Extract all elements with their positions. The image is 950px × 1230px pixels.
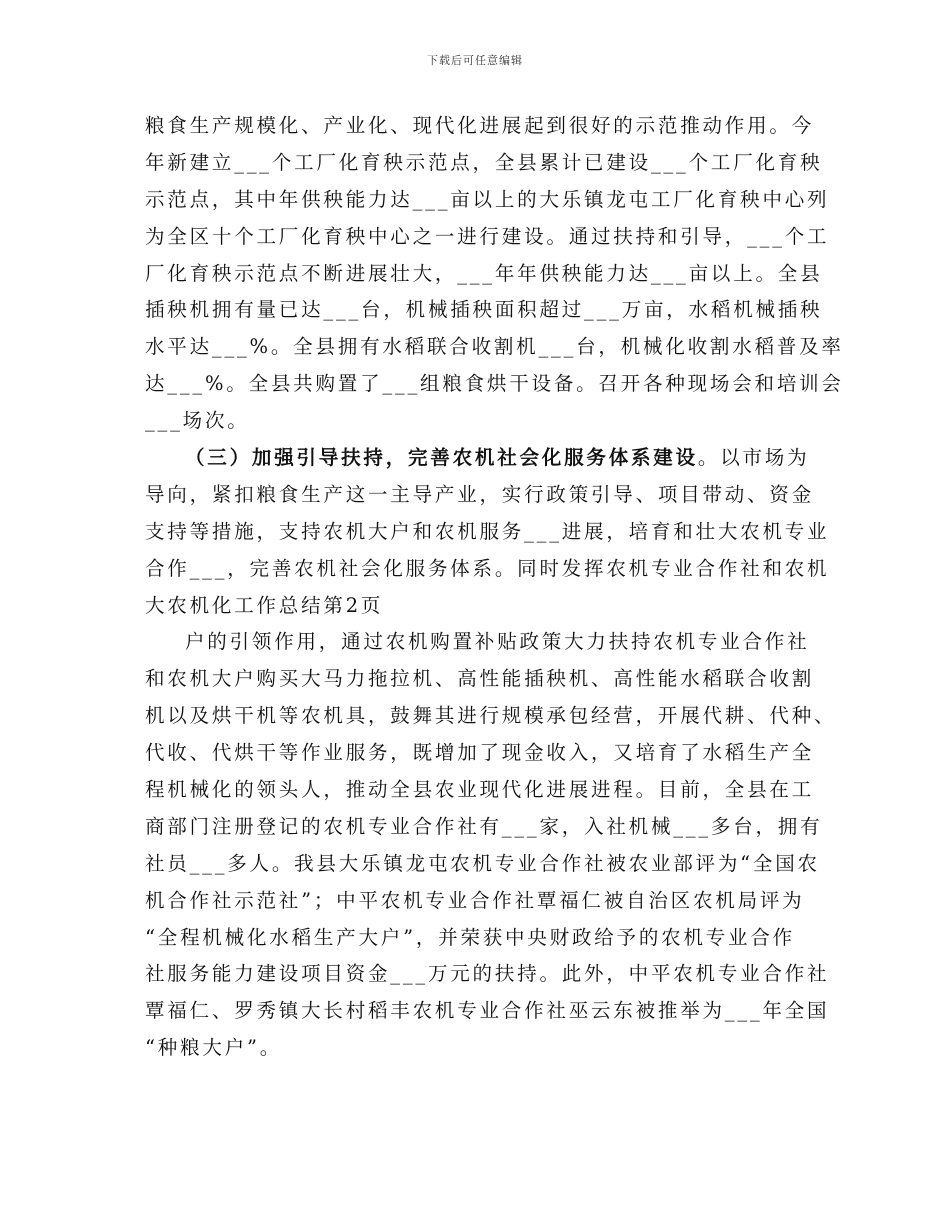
paragraph-line: “种粮大户”。 xyxy=(145,1036,283,1060)
paragraph-line: 导向，紧扣粮食生产这一主导产业，实行政策引导、项目带动、资金 xyxy=(145,482,815,506)
paragraph-line: 支持等措施，支持农机大户和农机服务___进展，培育和壮大农机专业 xyxy=(145,519,830,543)
paragraph-line: 插秧机拥有量已达___台，机械插秧面积超过___万亩，水稻机械插秧 xyxy=(145,298,823,322)
paragraph-line: 代收、代烘干等作业服务，既增加了现金收入，又培育了水稻生产全 xyxy=(145,741,815,765)
paragraph-line: 社员___多人。我县大乐镇龙屯农机专业合作社被农业部评为“全国农 xyxy=(145,851,820,875)
paragraph-line: 厂化育秧示范点不断进展壮大，___年年供秧能力达___亩以上。全县 xyxy=(145,261,823,285)
paragraph-line: 为全区十个工厂化育秧中心之一进行建设。通过扶持和引导，___个工 xyxy=(145,224,830,248)
page-header: 下载后可任意编辑 xyxy=(427,54,523,67)
paragraph-line: 示范点，其中年供秧能力达___亩以上的大乐镇龙屯工厂化育秧中心列 xyxy=(145,187,830,211)
paragraph-line: 水平达___%。全县拥有水稻联合收割机___台，机械化收割水稻普及率 xyxy=(145,335,844,359)
paragraph-line: 商部门注册登记的农机专业合作社有___家，入社机械___多台，拥有 xyxy=(145,814,823,838)
paragraph-line: 覃福仁、罗秀镇大长村稻丰农机专业合作社巫云东被推举为___年全国 xyxy=(145,999,830,1023)
page-break-label: 大农机化工作总结第2页 xyxy=(145,593,384,617)
paragraph-line: ___场次。 xyxy=(145,409,250,433)
paragraph-line: 和农机大户购买大马力拖拉机、高性能插秧机、高性能水稻联合收割 xyxy=(145,667,815,691)
paragraph-line: 户的引领作用，通过农机购置补贴政策大力扶持农机专业合作社 xyxy=(185,630,810,654)
paragraph-line: 达___%。全县共购置了___组粮食烘干设备。召开各种现场会和培训会 xyxy=(145,372,844,396)
paragraph-line: 机合作社示范社”；中平农机专业合作社覃福仁被自治区农机局评为 xyxy=(145,888,805,912)
section-heading: （三）加强引导扶持，完善农机社会化服务体系建设 xyxy=(185,446,698,470)
paragraph-line: 年新建立___个工厂化育秧示范点，全县累计已建设___个工厂化育秧 xyxy=(145,150,823,174)
paragraph-line: 机以及烘干机等农机具，鼓舞其进行规模承包经营，开展代耕、代种、 xyxy=(145,704,837,728)
section-heading-line xyxy=(145,440,815,477)
paragraph-line: 合作___，完善农机社会化服务体系。同时发挥农机专业合作社和农机 xyxy=(145,556,830,580)
section-heading-continuation: 。以市场为 xyxy=(697,446,810,470)
paragraph-line: “全程机械化水稻生产大户”，并荣获中央财政给予的农机专业合作 xyxy=(145,925,795,949)
paragraph-line: 粮食生产规模化、产业化、现代化进展起到很好的示范推动作用。今 xyxy=(145,114,815,137)
paragraph-line: 社服务能力建设项目资金___万元的扶持。此外，中平农机专业合作社 xyxy=(145,962,830,986)
paragraph-line: 程机械化的领头人，推动全县农业现代化进展进程。目前，全县在工 xyxy=(145,778,815,802)
document-body xyxy=(145,108,844,1067)
